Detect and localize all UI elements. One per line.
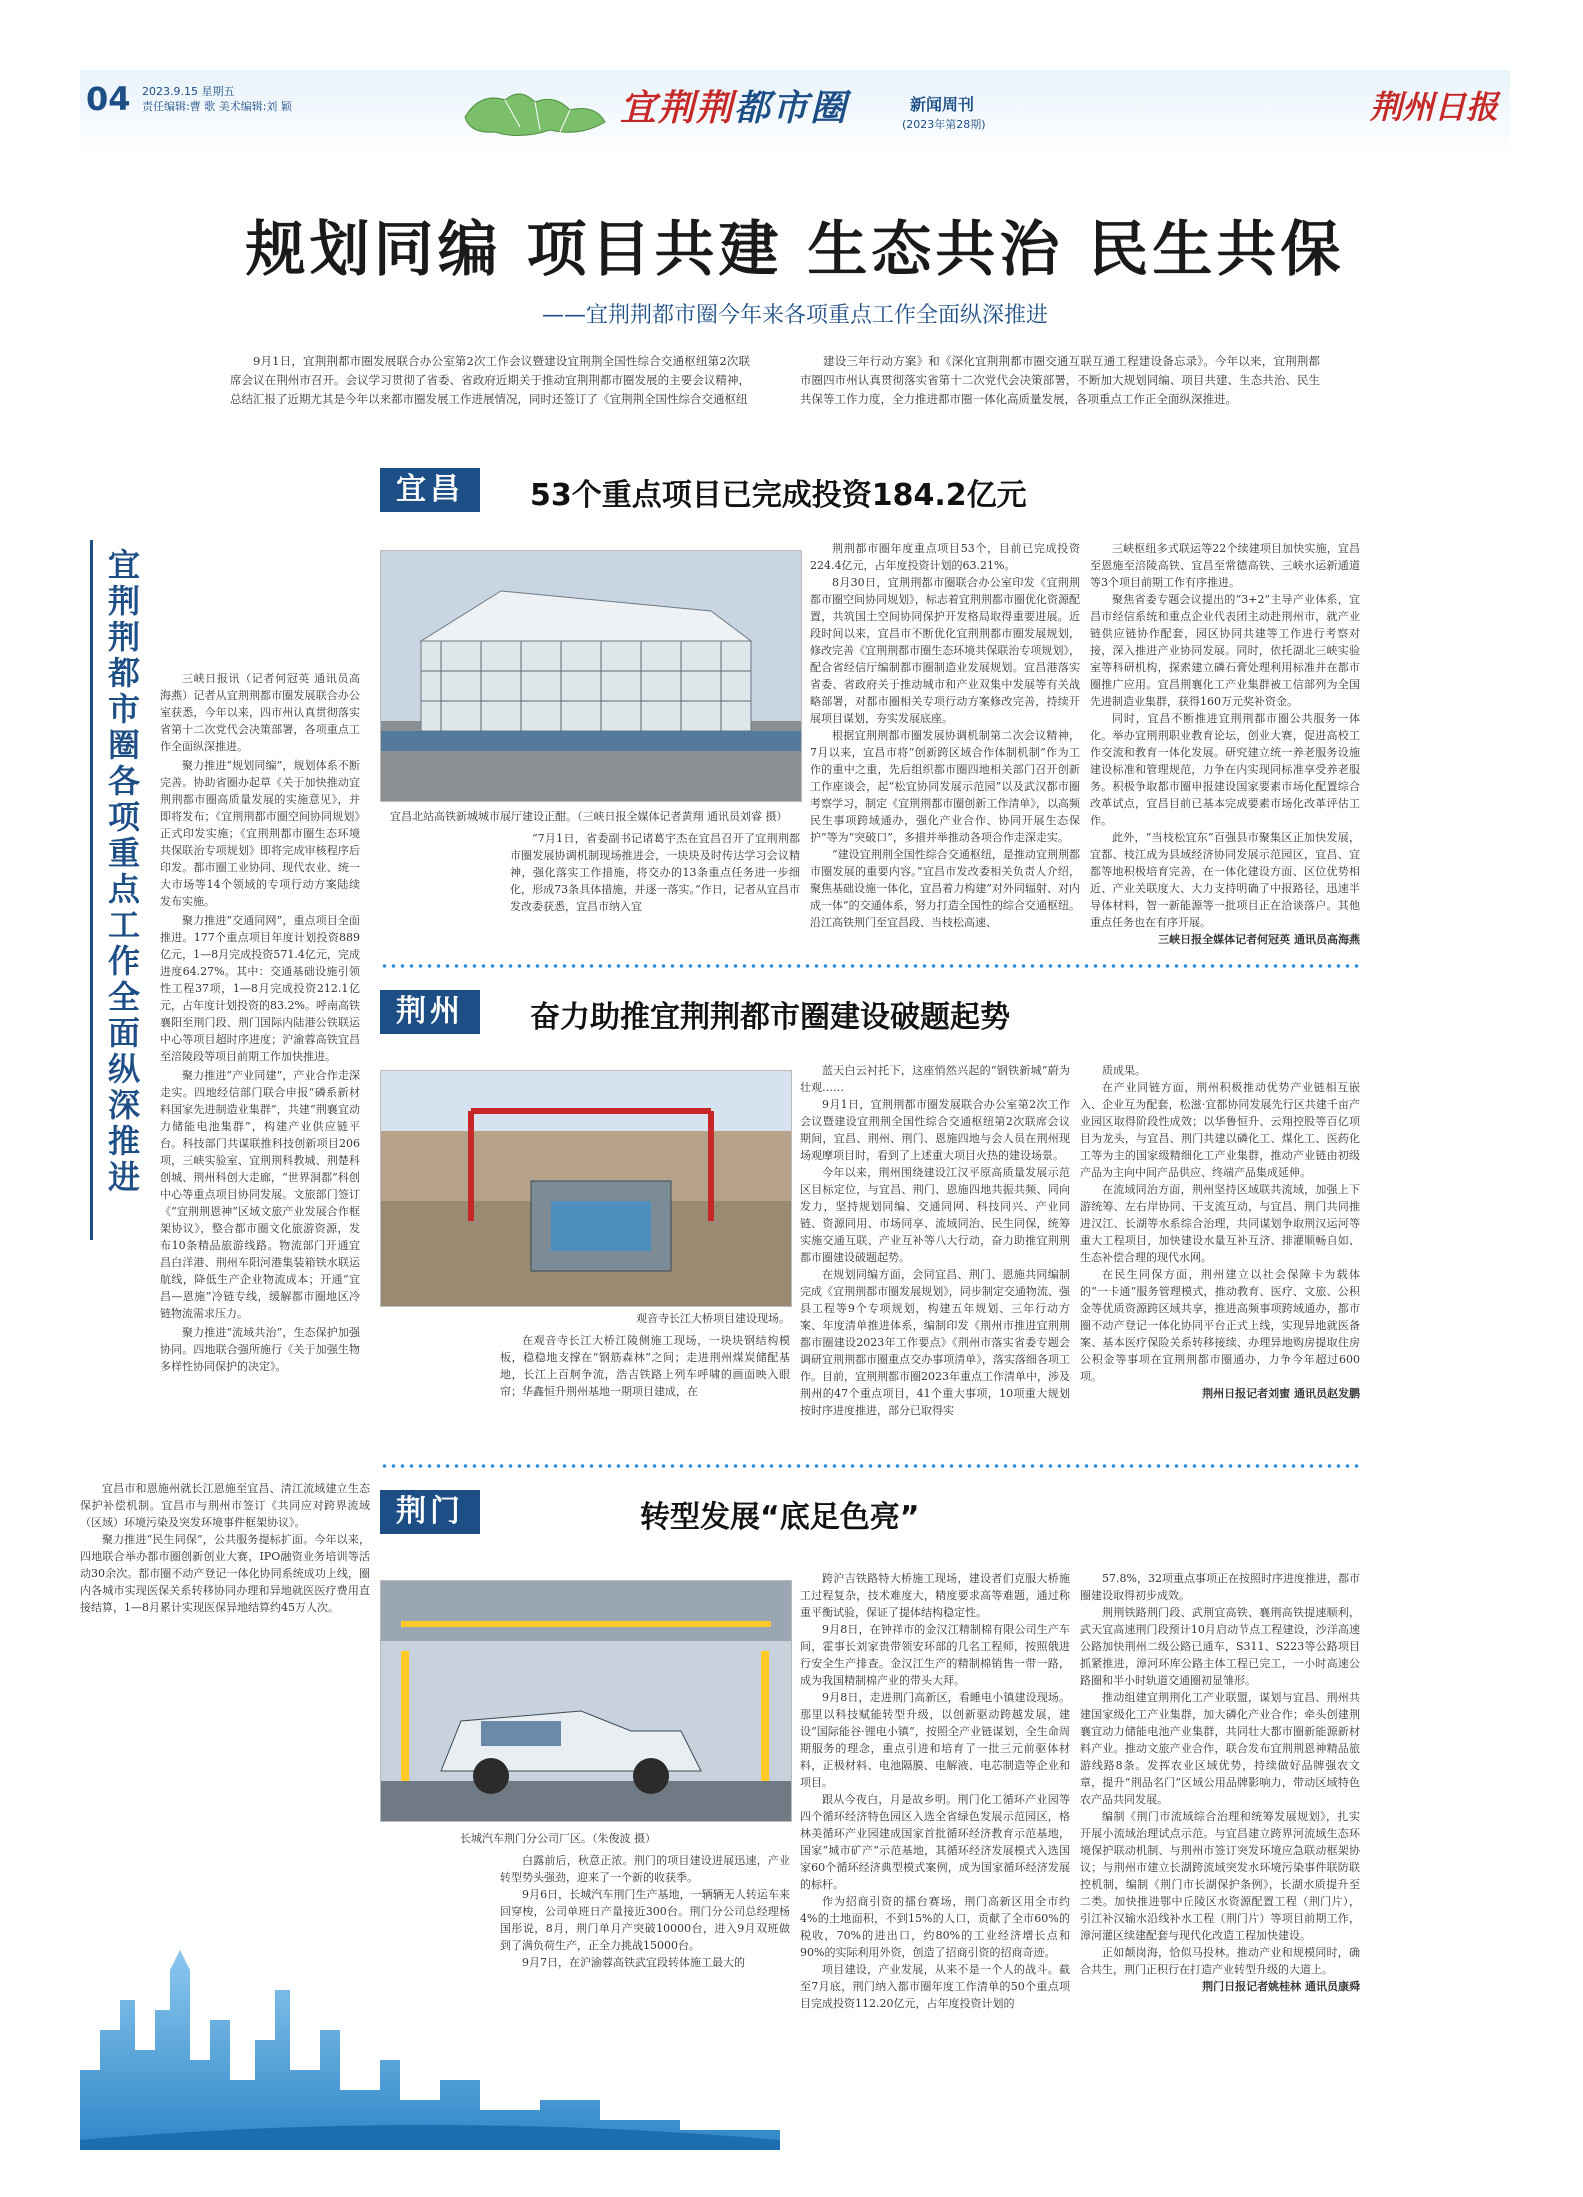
page-header: [80, 70, 1510, 160]
left-paragraph: 聚力推进“民生同保”，公共服务提标扩面。今年以来，四地联合举办都市圈创新创业大赛，IPO融资业务培训等活动30余次。都市圈不动产登记一体化协同系统成功上线，圈内各城市实现医保关系转移协同办理和异地就医医疗费用直接结算，1—8月累计实现医保异地结算约45万人次。: [80, 1533, 370, 1614]
yichang-col-2: [810, 540, 1080, 931]
section-tag-jingzhou: 荆州: [380, 990, 480, 1034]
left-paragraph: 三峡日报讯（记者何冠英 通讯员高海燕）记者从宜荆荆都市圈发展联合办公室获悉，今年以来，四市州认真贯彻落实省第十二次党代会决策部署，各项重点工作全面纵深推进。: [160, 672, 360, 753]
editors: 责任编辑:曹 歌 美术编辑:刘 颖: [142, 100, 292, 113]
yichang-paragraph: 8月30日，宜荆荆都市圈联合办公室印发《宜荆荆都市圈空间协同规划》，标志着宜荆荆都市圈优化资源配置，共筑国土空间协同保护开发格局取得重要进展。近段时间以来，宜昌市不断优化宜荆荆都市圈发展规划，修改完善《宜荆荆都市圈生态环境共保联治专项规划》，配合省经信厅编制都市圈制造业发展规划。宜昌港落实省委、省政府关于推动城市和产业双集中发展等有关战略部署，对都市圈相关专项行动方案修改完善，持续开展项目谋划，夯实发展底座。: [810, 576, 1080, 725]
jingmen-paragraph: 推动组建宜荆荆化工产业联盟，谋划与宜昌、荆州共建国家级化工产业集群，加大磷化产业合作；牵头创建荆襄宜动力储能电池产业集群，共同壮大都市圈新能源新材料产业。推动文旅产业合作，联合发布宜荆荆恩神精品旅游线路8条。发挥农业区域优势，持续做好品牌强农文章，提升“荆品名门”区域公用品牌影响力，带动区域特色农产品共同发展。: [1080, 1691, 1360, 1806]
left-paragraph: 聚力推进“流域共治”，生态保护加强协同。四地联合强所施行《关于加强生物多样性协同保护的决定》。: [160, 1326, 360, 1373]
left-article: [160, 670, 360, 1377]
jingmen-paragraph: 跟从今夜白，月是故乡明。荆门化工循环产业园等四个循环经济特色园区入选全省绿色发展示范园区，格林美循环产业园建成国家首批循环经济教育示范基地，国家“城市矿产”示范基地，其循环经济发展模式入选国家60个循环经济典型模式案例，成为国家循环经济发展的标杆。: [800, 1793, 1070, 1891]
section-title-jingmen: 转型发展“底足色亮”: [640, 1500, 920, 1535]
newspaper-page: [80, 70, 1510, 2150]
caption-jingzhou: 观音寺长江大桥项目建设现场。: [636, 1312, 790, 1325]
newspaper-logo: 荆州日报: [1370, 88, 1499, 126]
jingmen-paragraph: 9月7日，在沪渝蓉高铁武宜段转体施工最大的: [522, 1956, 745, 1969]
jingzhou-paragraph: 今年以来，荆州围绕建设江汉平原高质量发展示范区目标定位，与宜昌、荆门、恩施四地共振共频、同向发力，坚持规划同编、交通同网、科技同兴、产业同链、资源同用、市场同享、流域同治、民生同保，统筹实施交通互联、产业互补等八大行动，奋力助推宜荆荆都市圈建设破题起势。: [800, 1166, 1070, 1264]
jingzhou-paragraph: 9月1日，宜荆荆都市圈发展联合办公室第2次工作会议暨建设宜荆荆全国性综合交通枢纽第2次联席会议期间，宜昌、荆州、荆门、恩施四地与会人员在荆州现场观摩项目时，看到了上述重大项目火热的建设场景。: [800, 1098, 1070, 1162]
photo-jingmen: [380, 1580, 792, 1822]
yichang-paragraph: 此外，“当枝松宜东”百强县市聚集区正加快发展，宜都、枝江成为县域经济协同发展示范园区，宜昌、宜都等地积极培育完善，在一体化建设方面、区位优势相近、产业关联度大、大力支持明确了中报路径，迅速半导体材料，智一新能源等一批项目正在洽谈落户。其他重点任务也在有序开展。: [1090, 831, 1360, 929]
left-paragraph: 聚力推进“交通同网”，重点项目全面推进。177个重点项目年度计划投资889亿元，1—8月完成投资571.4亿元，完成进度64.27%。其中：交通基础设施引领性工程37项，1—8月完成投资212.1亿元，占年度计划投资的83.2%。呼南高铁襄阳至荆门段、荆门国际内陆港公铁联运中心等项目超时序进度；沪渝蓉高铁宜昌至涪陵段等项目前期工作加快推进。: [160, 914, 360, 1063]
caption-yichang: 宜昌北站高铁新城城市展厅建设正酣。（三峡日报全媒体记者黄翔 通讯员刘睿 摄）: [390, 810, 788, 823]
left-paragraph: 聚力推进“产业同建”，产业合作走深走实。四地经信部门联合申报“磷系新材料国家先进制造业集群”，共建“荆襄宜动力储能电池集群”，构建产业供应链平台。科技部门共谋联推科技创新项目206项，三峡实验室、宜荆荆科教城、荆楚科创城、荆州科创大走廊，“世界洞都”科创中心等重点项目协同发展。文旅部门签订《“宜荆荆恩神”区域文旅产业发展合作框架协议》，整合都市圈文化旅游资源，发布10条精品旅游线路。物流部门开通宜昌白洋港、荆州车阳河港集装箱铁水联运航线，降低生产企业物流成本；开通“宜昌—恩施”冷链专线，缓解都市圈地区冷链物流需求压力。: [160, 1069, 360, 1320]
jingmen-paragraph: 9月8日，在钟祥市的金汉江精制棉有限公司生产车间，霍事长刘家贵带领安环部的几名工程师，按照俄进行安全生产排查。金汉江生产的精制棉销售一带一路，成为我国精制棉产业的带头大拜。: [800, 1623, 1070, 1687]
yichang-col-3: [1090, 540, 1360, 948]
jingzhou-col-2: [800, 1062, 1070, 1419]
section-divider: [380, 964, 1360, 968]
masthead-title: [620, 80, 848, 131]
jingmen-paragraph: 9月6日，长城汽车荆门生产基地，一辆辆无人转运车来回穿梭，公司单班日产量接近300台。荆门分公司总经理杨国彤说，8月，荆门单月产突破10000台，进入9月双班做到了满负荷生产，正全力挑战15000台。: [500, 1888, 790, 1952]
left-article-bottom: [80, 1480, 370, 1616]
jingmen-col-3: [1080, 1570, 1360, 1995]
jingmen-paragraph: 荆荆铁路荆门段、武荆宜高铁、襄荆高铁提速顺利，武天宜高速荆门段预计10月启动节点工程建设，沙洋高速公路加快荆州二级公路已通车，S311、S223等公路项目抓紧推进，漳河环库公路主体工程已完工，一小时高速公路圈和半小时轨道交通圈初显雏形。: [1080, 1606, 1360, 1687]
yichang-paragraph: 聚焦省委专题会议提出的“3+2”主导产业体系，宜昌市经信系统和重点企业代表团主动赴荆州市，就产业链供应链协作配套，园区协同共建等工作进行考察对接，深入推进产业协同发展。同时，依托湖北三峡实验室等科研机构，探索建立磷石膏处理利用标准并在都市圈推广应用。宜昌荆襄化工产业集群被工信部列为全国先进制造业集群，获得160万元奖补资金。: [1090, 593, 1360, 708]
left-paragraph: 宜昌市和恩施州就长江恩施至宜昌、清江流域建立生态保护补偿机制。宜昌市与荆州市签订《共同应对跨界流域（区域）环境污染及突发环境事件框架协议》。: [80, 1482, 370, 1529]
byline-jingzhou: 荆州日报记者刘蜜 通讯员赵发鹏: [1202, 1387, 1360, 1400]
vertical-title: 宜荆荆都市圈各项重点工作全面纵深推进: [103, 548, 141, 1196]
jingzhou-paragraph: 在流域同治方面，荆州坚持区域联共流域，加强上下游统筹、左右岸协同、干支流互动，与宜昌、荆门共同推进汉江、长湖等水系综合治理，共同谋划争取荆汉运河等重大工程项目，加快建设水量互补互济、排灌顺畅自如、生态补偿合理的现代水网。: [1080, 1183, 1360, 1264]
city-skyline-graphic: [80, 1910, 780, 2150]
jingzhou-paragraph: 在规划同编方面，会同宜昌、荆门、恩施共同编制完成《宜荆荆都市圈发展规划》，同步制定交通物流、强县工程等9个专项规划，构建五年规划、三年行动方案、年度清单推进体系，编制印发《荆州市推进宜荆荆都市圈建设2023年工作要点》《荆州市落实省委专题会调研宜荆荆都市圈重点交办事项清单》，落实落细各项工作。目前，宜荆荆都市圈2023年重点工作清单中，涉及荆州的47个重点项目，41个重大事项，10项重大规划按时序进度推进，部分已取得实: [800, 1268, 1070, 1417]
jingzhou-paragraph: 在民生同保方面，荆州建立以社会保障卡为载体的“一卡通”服务管理模式，推动教育、医疗、文旅、公积金等优质资源跨区域共享，推进高频事项跨域通办，都市圈不动产登记一体化协同平台正式上线，实现异地就医备案、基本医疗保险关系转移接续、办理异地购房提取住房公积金等事项在宜荆荆都市圈通办，力争今年超过600项。: [1080, 1268, 1360, 1383]
jingzhou-paragraph: 在产业同链方面，荆州积极推动优势产业链相互嵌入、企业互为配套，松滋·宜都协同发展先行区共建千亩产业园区取得阶段性成效；以华鲁恒升、云翔控股等百亿项目为龙头，与宜昌、荆门共建以磷化工、煤化工、医药化工等为主的国家级精细化工产业集群，推动产业链由初级产品为主向中间产品供应、终端产品集成延伸。: [1080, 1081, 1360, 1179]
jingmen-paragraph: 跨沪吉铁路特大桥施工现场，建设者们克服大桥施工过程复杂，技术难度大，精度要求高等难题，通过称重平衡试验，保证了提体结构稳定性。: [800, 1572, 1070, 1619]
jingmen-paragraph: 白露前后，秋意正浓。荆门的项目建设进展迅速，产业转型势头强劲，迎来了一个新的收获季。: [500, 1854, 790, 1884]
byline-jingmen: 荆门日报记者姚桂林 通讯员康舜: [1202, 1980, 1360, 1993]
yichang-paragraph: “7月1日，省委副书记诸葛宇杰在宜昌召开了宜荆荆都市圈发展协调机制现场推进会，一块块及时传达学习会议精神，强化落实工作措施，将交办的13条重点任务进一步细化，形成73条具体措施，并逐一落实。”作日，记者从宜昌市发改委获悉，宜昌市纳入宜: [510, 832, 800, 913]
yichang-col-1: [510, 830, 800, 915]
caption-jingmen: 长城汽车荆门分公司厂区。（朱俊波 摄）: [460, 1832, 656, 1845]
yichang-paragraph: 三峡枢纽多式联运等22个续建项目加快实施，宜昌至恩施至涪陵高铁、宜昌至常德高铁、三峡水运新通道等3个项目前期工作有序推进。: [1090, 542, 1360, 589]
intro-right: 建设三年行动方案》和《深化宜荆荆都市圈交通互联互通工程建设备忘录》。今年以来，宜荆荆都市圈四市州认真贯彻落实省第十二次党代会决策部署，不断加大规划同编、项目共建、生态共治、民生共保等工作力度，全力推进都市圈一体化高质量发展，各项重点工作正全面纵深推进。: [800, 354, 1320, 406]
region-map-graphic: [460, 82, 610, 142]
photo-jingzhou: [380, 1070, 792, 1307]
sub-headline: ——宜荆荆都市圈今年来各项重点工作全面纵深推进: [541, 303, 1048, 328]
masthead-blue: 都市圈: [734, 87, 849, 129]
issue-number: (2023年第28期): [902, 118, 986, 131]
section-title-yichang: 53个重点项目已完成投资184.2亿元: [530, 478, 1027, 513]
section-tag-yichang: 宜昌: [380, 468, 480, 512]
jingmen-paragraph: 作为招商引资的擂台赛场，荆门高新区用全市约4%的土地面积，不到15%的人口，贡献了全市60%的税收，70%的进出口，约80%的工业经济增长点和90%的实际利用外资，创造了招商引资的招商奇迹。: [800, 1895, 1070, 1959]
jingmen-paragraph: 项目建设，产业发展，从来不是一个人的战斗。截至7月底，荆门纳入都市圈年度工作清单的50个重点项目完成投资112.20亿元，占年度投资计划的: [800, 1963, 1070, 2010]
jingzhou-col-3: [1080, 1062, 1360, 1402]
jingmen-paragraph: 57.8%，32项重点事项正在按照时序进度推进，都市圈建设取得初步成效。: [1080, 1572, 1360, 1602]
jingmen-paragraph: 编制《荆门市流域综合治理和统筹发展规划》，扎实开展小流域治理试点示范。与宜昌建立跨界河流域生态环境保护联动机制、与荆州市签订突发环境应急联动框架协议；与荆州市建立长湖跨流域突发水环境污染事件联防联控机制，编制《荆门市长湖保护条例》，长湖水质提升至二类。加快推进鄂中丘陵区水资源配置工程（荆门片），引江补汉输水沿线补水工程（荆门片）等项目前期工作，漳河灌区续建配套与现代化改造工程加快建设。: [1080, 1810, 1360, 1942]
jingzhou-paragraph: 质成果。: [1102, 1064, 1146, 1077]
section-title-jingzhou: 奋力助推宜荆荆都市圈建设破题起势: [530, 1000, 1010, 1035]
intro-left: 9月1日，宜荆荆都市圈发展联合办公室第2次工作会议暨建设宜荆荆全国性综合交通枢纽第2次联席会议在荆州市召开。会议学习贯彻了省委、省政府近期关于推动宜荆荆都市圈发展的主要会议精神，总结汇报了近期尤其是今年以来都市圈发展工作进展情况，同时还签订了《宜荆荆全国性综合交通枢纽: [230, 354, 750, 406]
jingzhou-col-1: [500, 1332, 790, 1400]
jingzhou-paragraph: 在观音寺长江大桥江陵侧施工现场，一块块钢结构模板，稳稳地支撑在“钢筋森林”之间；走进荆州煤炭储配基地，长江上百舸争流，浩吉铁路上列车呼啸的画面映入眼帘；华鑫恒升荆州基地一期项目建成，在: [500, 1334, 790, 1398]
byline-yichang: 三峡日报全媒体记者何冠英 通讯员高海燕: [1158, 933, 1360, 946]
issue-date: 2023.9.15 星期五: [142, 85, 235, 98]
yichang-paragraph: 同时，宜昌不断推进宜荆荆都市圈公共服务一体化。举办宜荆荆职业教育论坛，创业大赛，促进高校工作交流和教育一体化发展。研究建立统一养老服务设施建设标准和管理规范，力争在内实现同标准享受养老服务。积极争取都市圈申报建设国家要素市场化配置综合改革试点，宜昌目前已基本完成要素市场化改革评估工作。: [1090, 712, 1360, 827]
yichang-paragraph: 荆荆都市圈年度重点项目53个，目前已完成投资224.4亿元，占年度投资计划的63.21%。: [810, 542, 1080, 572]
yichang-paragraph: “建设宜荆荆全国性综合交通枢纽，是推动宜荆荆都市圈发展的重要内容。”宜昌市发改委相关负责人介绍，聚焦基础设施一体化，宜昌着力构建”对外同辐射、对内成一体”的交通体系，努力打造全国性的综合交通枢纽。沿江高铁荆门至宜昌段、当枝松高速、: [810, 848, 1080, 929]
jingzhou-paragraph: 蓝天白云衬托下，这座悄然兴起的“钢铁新城”蔚为壮观……: [800, 1064, 1070, 1094]
weekly-label: 新闻周刊: [910, 95, 975, 114]
jingmen-col-2: [800, 1570, 1070, 2012]
masthead-red: 宜荆荆: [620, 87, 735, 129]
section-divider: [380, 1464, 1360, 1468]
left-paragraph: 聚力推进“规划同编”，规划体系不断完善。协助省圈办起草《关于加快推动宜荆荆都市圈高质量发展的实施意见》，并即将发布；《宜荆荆都市圈空间协同规划》正式印发实施；《宜荆荆都市圈生态环境共保联治专项规划》即将完成审核程序后印发。都市圈工业协同、现代农业、统一大市场等14个领域的专项行动方案陆续发布实施。: [160, 759, 360, 908]
section-tag-jingmen: 荆门: [380, 1490, 480, 1534]
page-number: 04: [86, 80, 131, 118]
page-meta: [142, 84, 292, 114]
jingmen-paragraph: 正如颠岗海，恰似马投林。推动产业和规模同时，确合共生，荆门正积行在打造产业转型升级的大道上。: [1080, 1946, 1360, 1976]
left-accent-line: [90, 540, 93, 1240]
main-headline: 规划同编 项目共建 生态共治 民生共保: [245, 215, 1345, 285]
jingmen-paragraph: 9月8日，走进荆门高新区，看睡电小镇建设现场。那里以科技赋能转型升级，以创新驱动跨越发展，建设“国际能谷·锂电小镇”，按照全产业链谋划，全生命周期服务的理念，重点引进和培育了一批三元前驱体材料，正极材料、电池隔膜、电解液、电芯制造等企业和项目。: [800, 1691, 1070, 1789]
photo-yichang: [380, 550, 802, 802]
yichang-paragraph: 根据宜荆荆都市圈发展协调机制第二次会议精神，7月以来，宜昌市将“创新跨区域合作体制机制”作为工作的重中之重，先后组织都市圈四地相关部门召开创新工作座谈会，起“松宜协同发展示范园”以及武汉都市圈考察学习，制定《宜荆荆都市圈创新工作清单》，以高频民生事项跨域通办，强化产业合作、协同开展生态保护”等为“突破口”，多措并举推动各项合作走深走实。: [810, 729, 1080, 844]
